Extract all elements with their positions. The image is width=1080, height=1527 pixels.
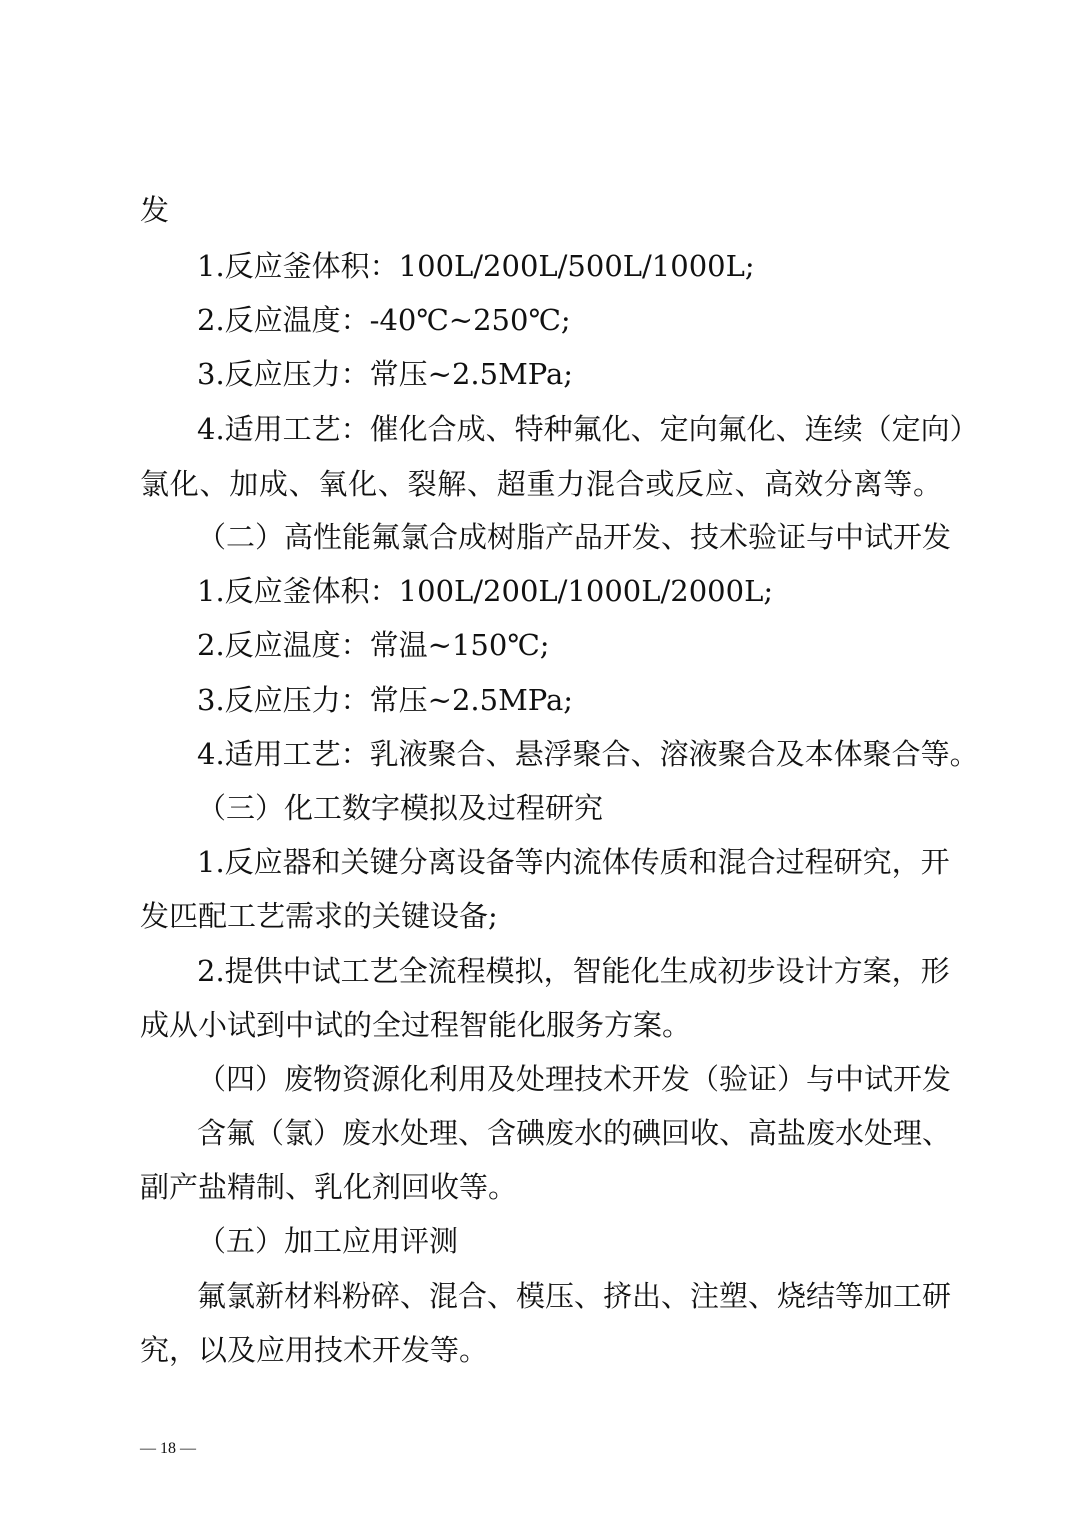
section-heading-2: （二）高性能氟氯合成树脂产品开发、技术验证与中试开发 [197, 520, 952, 554]
paragraph-waste-treatment: 含氟（氯）废水处理、含碘废水的碘回收、高盐废水处理、 [197, 1116, 952, 1150]
text-line-continuation: 发 [140, 193, 170, 227]
spec-reaction-temperature: 2.反应温度：常温~150℃; [197, 628, 550, 662]
item-process-simulation-cont: 成从小试到中试的全过程智能化服务方案。 [140, 1008, 692, 1042]
section-heading-3: （三）化工数字模拟及过程研究 [197, 791, 604, 825]
spec-reactor-volume: 1.反应釜体积：100L/200L/1000L/2000L; [197, 574, 774, 608]
section-heading-5: （五）加工应用评测 [197, 1224, 459, 1258]
paragraph-processing-cont: 究，以及应用技术开发等。 [140, 1333, 489, 1367]
spec-applicable-process-cont: 氯化、加成、氧化、裂解、超重力混合或反应、高效分离等。 [140, 467, 942, 501]
spec-reaction-temperature: 2.反应温度：-40℃~250℃; [197, 303, 571, 337]
item-fluid-research-cont: 发匹配工艺需求的关键设备; [140, 899, 498, 933]
spec-applicable-process: 4.适用工艺：乳液聚合、悬浮聚合、溶液聚合及本体聚合等。 [197, 737, 979, 771]
section-heading-4: （四）废物资源化利用及处理技术开发（验证）与中试开发 [197, 1062, 952, 1096]
paragraph-processing: 氟氯新材料粉碎、混合、模压、挤出、注塑、烧结等加工研 [197, 1279, 952, 1313]
spec-reactor-volume: 1.反应釜体积：100L/200L/500L/1000L; [197, 249, 755, 283]
item-fluid-research: 1.反应器和关键分离设备等内流体传质和混合过程研究，开 [197, 845, 950, 879]
item-process-simulation: 2.提供中试工艺全流程模拟，智能化生成初步设计方案，形 [197, 954, 950, 988]
spec-applicable-process: 4.适用工艺：催化合成、特种氟化、定向氟化、连续（定向） [197, 412, 979, 446]
spec-reaction-pressure: 3.反应压力：常压~2.5MPa; [197, 683, 574, 717]
paragraph-waste-treatment-cont: 副产盐精制、乳化剂回收等。 [140, 1170, 518, 1204]
page-number: — 18 — [140, 1440, 196, 1457]
spec-reaction-pressure: 3.反应压力：常压~2.5MPa; [197, 357, 574, 391]
